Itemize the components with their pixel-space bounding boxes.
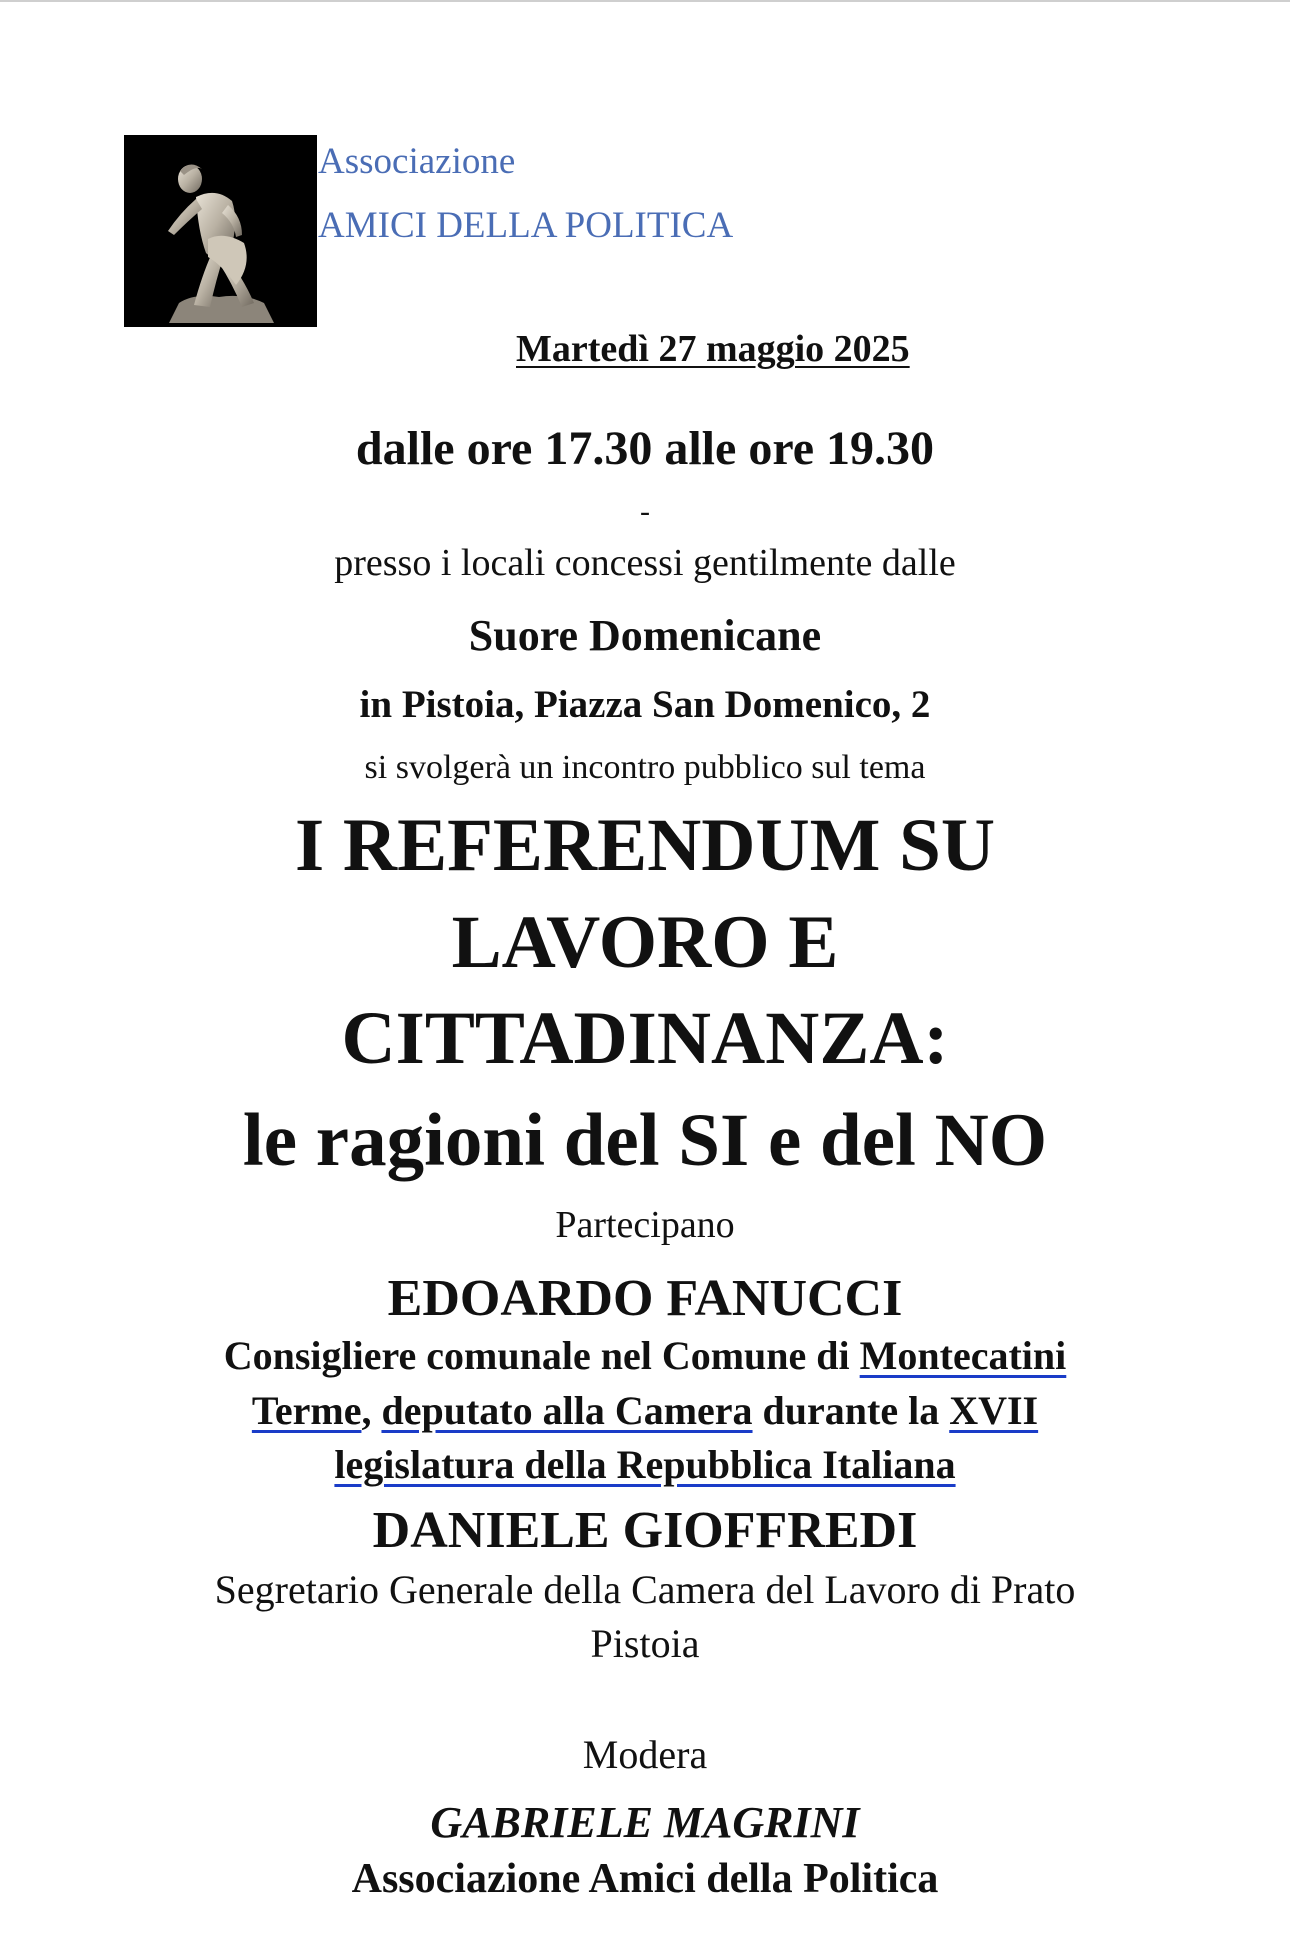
topic-intro: si svolgerà un incontro pubblico sul tema xyxy=(364,749,926,786)
xvii-link[interactable]: XVII xyxy=(949,1388,1039,1433)
speaker-1-desc-line-1 xyxy=(0,1333,1290,1378)
venue-name: Suore Domenicane xyxy=(468,611,822,660)
event-date: Martedì 27 maggio 2025 xyxy=(516,328,910,370)
association-label: Associazione xyxy=(318,141,516,182)
speaker-2-desc-line-2: Pistoia xyxy=(590,1621,700,1666)
speaker-2-desc-line-1: Segretario Generale della Camera del Lavoro di Prato xyxy=(214,1567,1076,1612)
speaker-1-desc-line-3 xyxy=(0,1442,1290,1487)
moderator-org: Associazione Amici della Politica xyxy=(351,1856,939,1902)
title-line-4: le ragioni del SI e del NO xyxy=(242,1099,1048,1182)
moderator-label: Modera xyxy=(582,1732,708,1777)
venue-address: in Pistoia, Piazza San Domenico, 2 xyxy=(359,683,931,726)
montecatini-link[interactable]: Montecatini xyxy=(859,1333,1067,1378)
terme-link[interactable]: Terme xyxy=(251,1388,362,1433)
title-line-1: I REFERENDUM SU xyxy=(294,804,996,887)
moderator-name: GABRIELE MAGRINI xyxy=(430,1798,860,1847)
comma-text: , xyxy=(361,1388,382,1433)
speaker-1-name: EDOARDO FANUCCI xyxy=(387,1270,903,1327)
event-time: dalle ore 17.30 alle ore 19.30 xyxy=(355,422,935,475)
speaker-2-name: DANIELE GIOFFREDI xyxy=(372,1502,918,1559)
title-line-3: CITTADINANZA: xyxy=(341,997,949,1080)
participants-label: Partecipano xyxy=(555,1204,735,1246)
venue-intro: presso i locali concessi gentilmente dalle xyxy=(334,542,956,584)
title-line-2: LAVORO E xyxy=(451,901,839,984)
speaker-1-desc-text: Consigliere comunale nel Comune di xyxy=(223,1333,860,1378)
deputato-link[interactable]: deputato alla Camera xyxy=(381,1388,753,1433)
separator: - xyxy=(640,495,650,528)
top-divider xyxy=(0,0,1290,2)
legislatura-link[interactable]: legislatura della Repubblica Italiana xyxy=(334,1442,956,1487)
speaker-1-desc-line-2 xyxy=(0,1388,1290,1433)
durante-text: durante la xyxy=(752,1388,950,1433)
statue-logo-icon xyxy=(124,135,317,327)
association-name: AMICI DELLA POLITICA xyxy=(318,205,734,246)
